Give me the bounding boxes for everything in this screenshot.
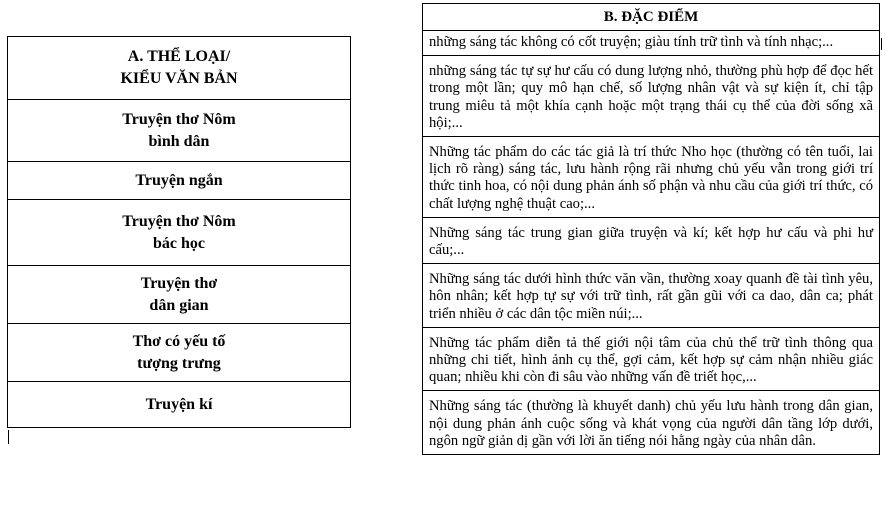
characteristic-row-1: những sáng tác không có cốt truyện; giàu tính trữ tình và tính nhạc;... <box>429 34 834 50</box>
genre-row-1: Truyện thơ Nôm bình dân <box>8 99 350 161</box>
cursor-mark <box>8 430 9 444</box>
characteristic-row-7: Những sáng tác (thường là khuyết danh) chủ yếu lưu hành trong dân gian, nội dung phản ánh cuộc sống và khát vọng của người dân tầng lớp dưới, ngôn ngữ giản dị gần với lời ăn tiếng nói hằng ngày của nhân dân. <box>429 398 873 449</box>
genre-row-3: Truyện thơ Nôm bác học <box>8 199 350 265</box>
genre-table <box>7 36 351 428</box>
genre-row-4: Truyện thơ dân gian <box>8 265 350 323</box>
characteristic-row-4: Những sáng tác trung gian giữa truyện và kí; kết hợp hư cấu và phi hư cấu;... <box>429 224 873 259</box>
characteristic-row-5: Những sáng tác dưới hình thức văn vần, thường xoay quanh đề tài tình yêu, hôn nhân; kết hợp tự sự với trữ tình, rất gần gũi với ca dao, dân ca; phát triển nhiều ở các dân tộc miền núi;... <box>429 271 873 322</box>
characteristic-row-2: những sáng tác tự sự hư cấu có dung lượng nhỏ, thường phù hợp để đọc hết trong một lần; quy mô hạn chế, số lượng nhân vật và sự kiện ít, chỉ tập trung miêu tả một khía cạnh hoặc một trạng thái cụ thể của đời sống xã hội;... <box>429 63 873 131</box>
genre-table-header: A. THỂ LOẠI/ KIỂU VĂN BẢN <box>120 48 238 87</box>
characteristics-table-header: B. ĐẶC ĐIỂM <box>423 4 879 31</box>
genre-row-5: Thơ có yếu tố tượng trưng <box>8 323 350 381</box>
characteristic-row-6: Những tác phẩm diễn tả thế giới nội tâm của chủ thể trữ tình thông qua những chi tiết, hình ảnh cụ thể, gợi cảm, kết hợp sự cảm nhận nhiều giác quan; nhiều khi còn đi sâu vào những vấn đề triết học,... <box>429 334 873 386</box>
genre-row-2: Truyện ngắn <box>8 161 350 199</box>
characteristics-table <box>422 3 880 455</box>
cursor-mark <box>881 38 882 50</box>
characteristic-row-3: Những tác phẩm do các tác giả là trí thức Nho học (thường có tên tuổi, lai lịch rõ ràng) sáng tác, lưu hành rộng rãi nhưng chủ yếu vẫn trong giới trí thức tinh hoa, có nội dung phản ánh số phận và nhu cầu của giới trí thức, có chất lượng nghệ thuật cao;... <box>429 144 873 212</box>
genre-row-6: Truyện kí <box>8 381 350 427</box>
